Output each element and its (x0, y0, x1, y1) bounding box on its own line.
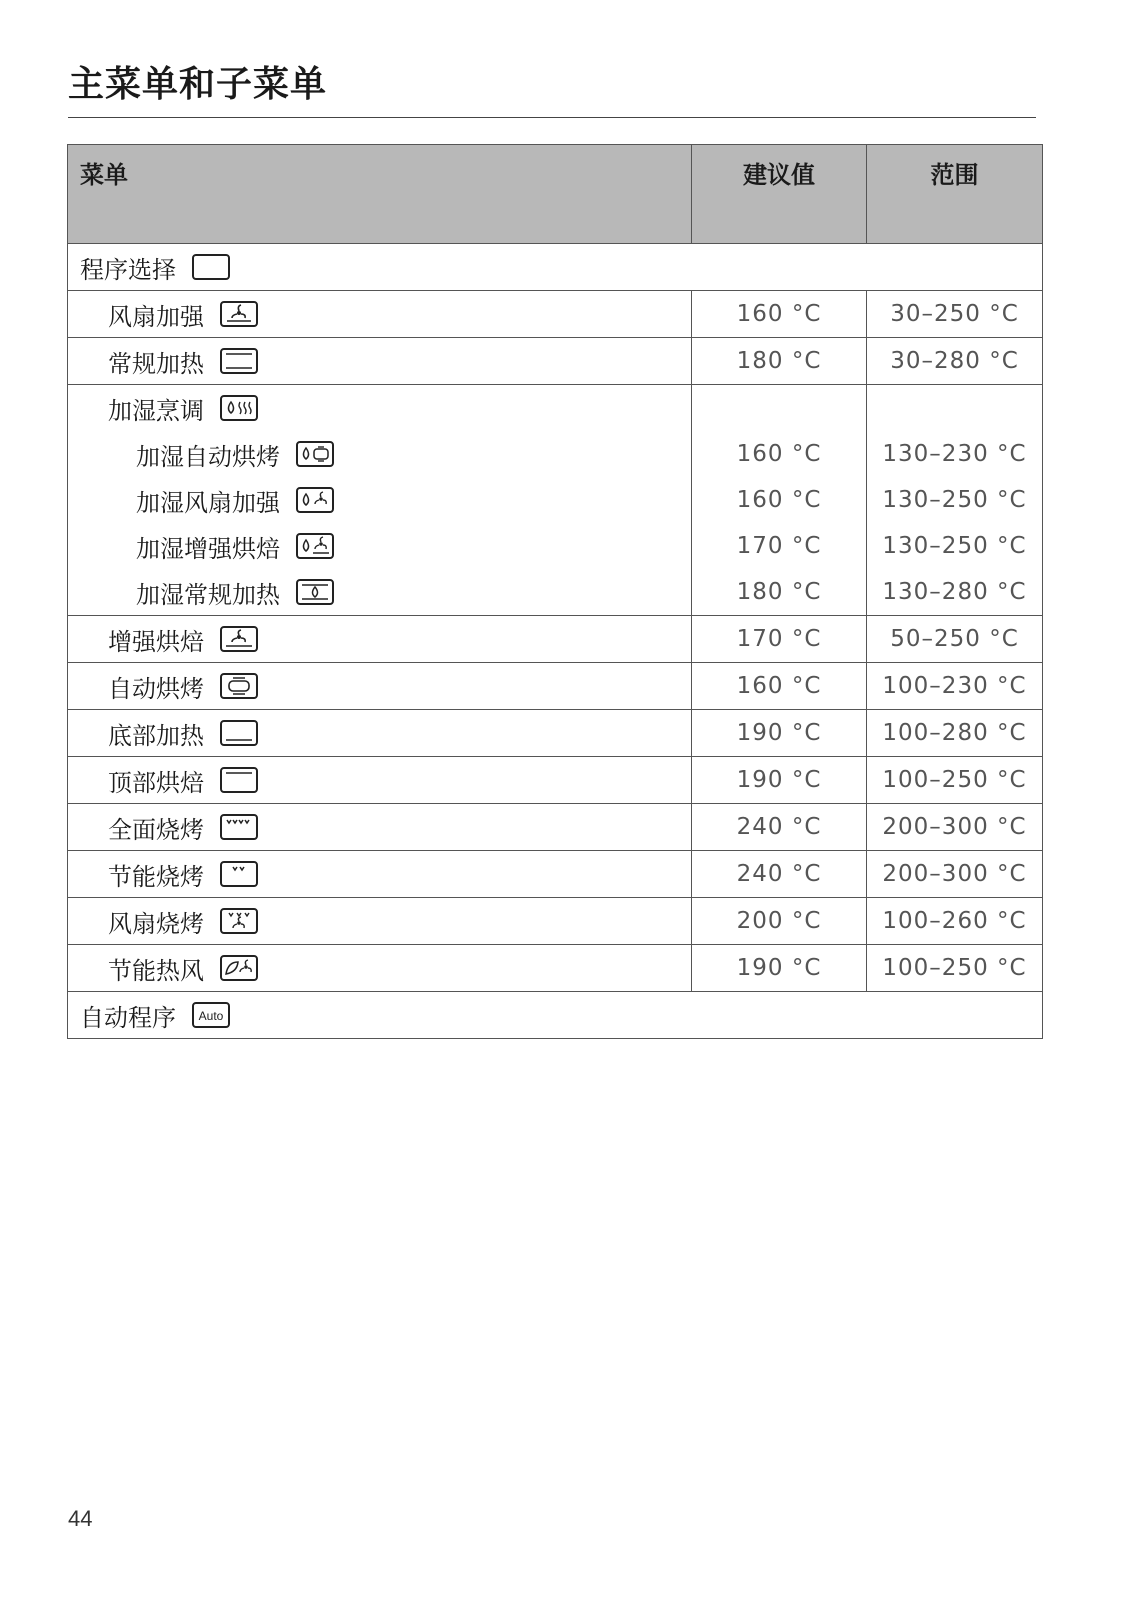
range-value: 100–230 °C (867, 663, 1043, 710)
table-row (68, 710, 1043, 757)
recommended-value: 180 °C (692, 338, 867, 385)
recommended-value: 160 °C (692, 291, 867, 338)
full-grill-icon (220, 813, 258, 841)
moisture-conventional-heat-icon (296, 578, 334, 606)
menu-item-label: 节能烧烤 (108, 862, 204, 891)
recommended-value: 160 °C (692, 431, 867, 477)
table-row (68, 616, 1043, 663)
header-range: 范围 (867, 145, 1043, 244)
menu-item-auto-roast (68, 663, 692, 710)
menu-item-auto-program (68, 992, 1043, 1039)
menu-item-economy-grill (68, 851, 692, 898)
fan-grill-icon (220, 907, 258, 935)
menu-item-label: 加湿烹调 (108, 396, 204, 425)
recommended-value: 190 °C (692, 710, 867, 757)
menu-item-label: 加湿风扇加强 (136, 488, 280, 517)
svg-text:Auto: Auto (198, 1009, 223, 1023)
recommended-value (692, 385, 867, 432)
menu-item-moisture-fan-plus (68, 477, 692, 523)
header-recommended: 建议值 (692, 145, 867, 244)
range-value: 130–250 °C (867, 523, 1043, 569)
table-row (68, 569, 1043, 616)
range-value: 130–230 °C (867, 431, 1043, 477)
range-value: 130–280 °C (867, 569, 1043, 616)
table-row (68, 244, 1043, 291)
menu-item-program-select (68, 244, 1043, 291)
menu-item-label: 增强烘焙 (108, 627, 204, 656)
range-value: 200–300 °C (867, 804, 1043, 851)
range-value: 100–280 °C (867, 710, 1043, 757)
menu-item-moisture-plus (68, 385, 692, 432)
menu-item-label: 自动烘烤 (108, 674, 204, 703)
table-row (68, 945, 1043, 992)
menu-item-bottom-heat (68, 710, 692, 757)
moisture-intensive-bake-icon (296, 532, 334, 560)
moisture-fan-plus-icon (296, 486, 334, 514)
table-row (68, 477, 1043, 523)
recommended-value: 170 °C (692, 523, 867, 569)
bottom-heat-icon (220, 719, 258, 747)
conventional-heat-icon (220, 347, 258, 375)
moisture-plus-icon (220, 394, 258, 422)
table-header-row (68, 145, 1043, 244)
menu-item-label: 风扇加强 (108, 302, 204, 331)
top-heat-icon (220, 766, 258, 794)
fan-plus-icon (220, 300, 258, 328)
range-value: 130–250 °C (867, 477, 1043, 523)
title-rule (68, 117, 1036, 118)
range-value: 100–250 °C (867, 945, 1043, 992)
recommended-value: 240 °C (692, 851, 867, 898)
range-value: 30–280 °C (867, 338, 1043, 385)
recommended-value: 200 °C (692, 898, 867, 945)
recommended-value: 160 °C (692, 663, 867, 710)
table-row (68, 663, 1043, 710)
page-title: 主菜单和子菜单 (68, 64, 328, 105)
menu-item-full-grill (68, 804, 692, 851)
range-value: 50–250 °C (867, 616, 1043, 663)
menu-item-label: 全面烧烤 (108, 815, 204, 844)
recommended-value: 190 °C (692, 757, 867, 804)
recommended-value: 160 °C (692, 477, 867, 523)
menu-item-label: 顶部烘焙 (108, 768, 204, 797)
recommended-value: 190 °C (692, 945, 867, 992)
table-row (68, 385, 1043, 432)
table-row (68, 851, 1043, 898)
range-value: 30–250 °C (867, 291, 1043, 338)
menu-item-moisture-conventional-heat (68, 569, 692, 616)
table-row (68, 992, 1043, 1039)
menu-item-intensive-bake (68, 616, 692, 663)
table-row (68, 757, 1043, 804)
range-value: 100–260 °C (867, 898, 1043, 945)
range-value (867, 385, 1043, 432)
range-value: 100–250 °C (867, 757, 1043, 804)
economy-grill-icon (220, 860, 258, 888)
menu-item-label: 常规加热 (108, 349, 204, 378)
menu-item-label: 节能热风 (108, 956, 204, 985)
recommended-value: 170 °C (692, 616, 867, 663)
menu-item-moisture-auto-roast (68, 431, 692, 477)
menu-settings-table (67, 144, 1043, 1039)
menu-item-label: 加湿自动烘烤 (136, 442, 280, 471)
moisture-auto-roast-icon (296, 440, 334, 468)
menu-item-fan-plus (68, 291, 692, 338)
menu-item-label: 底部加热 (108, 721, 204, 750)
menu-item-fan-grill (68, 898, 692, 945)
table-row (68, 804, 1043, 851)
intensive-bake-icon (220, 625, 258, 653)
auto-roast-icon (220, 672, 258, 700)
menu-item-top-heat (68, 757, 692, 804)
menu-item-label: 加湿增强烘焙 (136, 534, 280, 563)
recommended-value: 180 °C (692, 569, 867, 616)
header-menu: 菜单 (68, 145, 692, 244)
table-row (68, 898, 1043, 945)
table-row (68, 431, 1043, 477)
auto-program-icon (192, 1001, 230, 1029)
menu-item-label: 风扇烧烤 (108, 909, 204, 938)
table-row (68, 338, 1043, 385)
menu-item-conventional-heat (68, 338, 692, 385)
eco-fan-heat-icon (220, 954, 258, 982)
menu-item-eco-fan-heat (68, 945, 692, 992)
menu-item-label: 自动程序 (80, 1003, 176, 1032)
menu-item-label: 加湿常规加热 (136, 580, 280, 609)
program-select-icon (192, 253, 230, 281)
menu-item-label: 程序选择 (80, 255, 176, 284)
recommended-value: 240 °C (692, 804, 867, 851)
table-row (68, 523, 1043, 569)
table-row (68, 291, 1043, 338)
menu-item-moisture-intensive-bake (68, 523, 692, 569)
range-value: 200–300 °C (867, 851, 1043, 898)
page-number: 44 (68, 1506, 93, 1531)
